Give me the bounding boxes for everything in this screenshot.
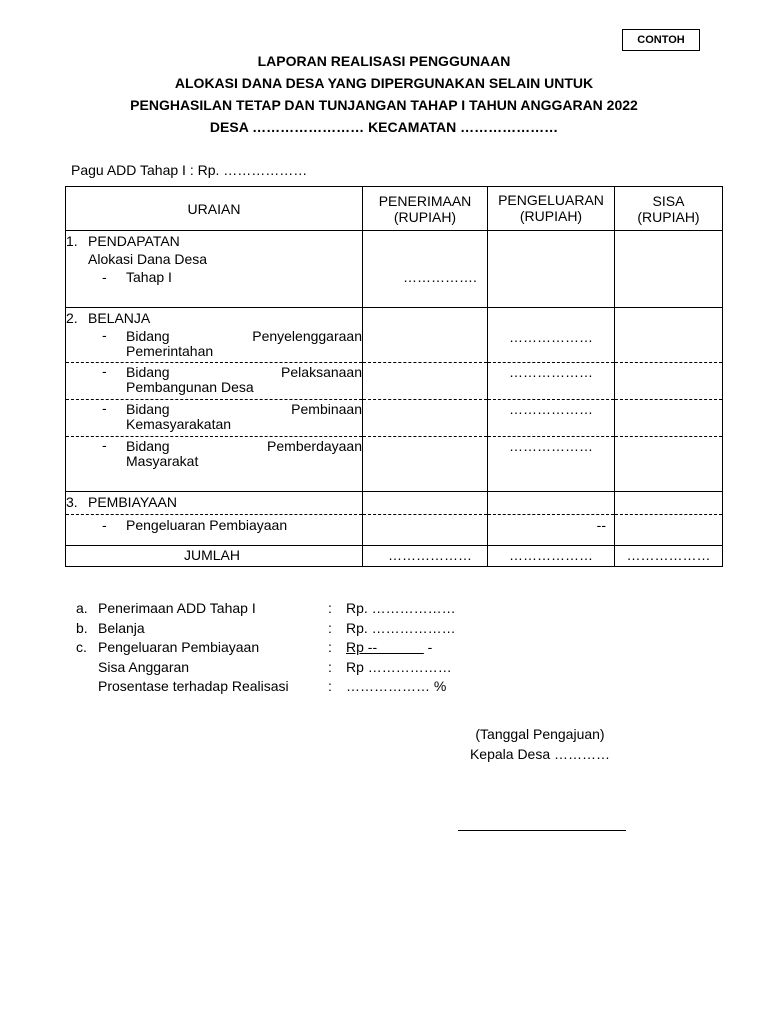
- list-item: a. Penerimaan ADD Tahap I : Rp. ………………: [76, 600, 456, 616]
- pagu-add-line: Pagu ADD Tahap I : Rp. ………………: [71, 162, 308, 178]
- pendapatan-sub: Alokasi Dana Desa: [88, 251, 208, 267]
- pembiayaan-item: Pengeluaran Pembiayaan: [126, 517, 288, 533]
- header-sisa: SISA (RUPIAH): [615, 187, 723, 231]
- table-row: [66, 231, 723, 308]
- summary-list: [76, 599, 456, 697]
- signature-date: (Tanggal Pengajuan): [475, 726, 605, 742]
- pembiayaan-title: PEMBIAYAAN: [88, 494, 177, 510]
- belanja-item-4: - Bidang Pemberdayaan Masyarakat: [102, 437, 362, 469]
- list-item: Prosentase terhadap Realisasi : ……………… %: [98, 678, 447, 694]
- sample-badge: CONTOH: [622, 29, 700, 51]
- pendapatan-penerimaan: …………….: [363, 231, 488, 308]
- list-item: b. Belanja : Rp. ………………: [76, 619, 456, 636]
- header-uraian: URAIAN: [66, 187, 363, 231]
- table-row: - Bidang Pelaksanaan Pembangunan Desa ………………: [66, 363, 723, 400]
- table-row: - Bidang Pembinaan Kemasyarakatan ………………: [66, 400, 723, 437]
- table-row: 3. PEMBIAYAAN: [66, 492, 723, 515]
- signature-block: [440, 724, 640, 764]
- title-line-3: PENGHASILAN TETAP DAN TUNJANGAN TAHAP I TAHUN ANGGARAN 2022: [130, 97, 638, 113]
- pendapatan-cell: 1. PENDAPATAN Alokasi Dana Desa - Tahap I: [66, 231, 363, 308]
- belanja-item-3: - Bidang Pembinaan Kemasyarakatan: [102, 400, 362, 432]
- realization-table: [65, 186, 723, 567]
- jumlah-label: JUMLAH: [184, 547, 241, 563]
- title-line-4: DESA …………………… KECAMATAN …………………: [209, 119, 559, 135]
- signature-line: [458, 830, 626, 831]
- header-penerimaan: PENERIMAAN (RUPIAH): [363, 187, 488, 231]
- pendapatan-item: Tahap I: [126, 269, 172, 285]
- header-pengeluaran: PENGELUARAN (RUPIAH): [488, 187, 615, 231]
- table-row: - Bidang Pemberdayaan Masyarakat ………………: [66, 437, 723, 492]
- table-row: JUMLAH ……………… ……………… ………………: [66, 546, 723, 567]
- pendapatan-title: PENDAPATAN: [88, 233, 180, 249]
- belanja-title: BELANJA: [88, 310, 151, 326]
- belanja-item-1: - Bidang Penyelenggaraan Pemerintahan: [102, 327, 362, 359]
- table-row: 2. BELANJA - Bidang Penyelenggaraan Pemerintahan ………………: [66, 308, 723, 363]
- title-line-1: LAPORAN REALISASI PENGGUNAAN: [257, 53, 511, 69]
- table-row: - Pengeluaran Pembiayaan --: [66, 515, 723, 546]
- title-line-2: ALOKASI DANA DESA YANG DIPERGUNAKAN SELAIN UNTUK: [174, 75, 594, 91]
- belanja-item-2: - Bidang Pelaksanaan Pembangunan Desa: [102, 363, 362, 395]
- list-item: c. Pengeluaran Pembiayaan : Rp -- -: [76, 639, 433, 655]
- signature-title: Kepala Desa …………: [469, 746, 611, 762]
- report-title: [0, 50, 768, 138]
- list-item: Sisa Anggaran : Rp ………………: [98, 658, 452, 675]
